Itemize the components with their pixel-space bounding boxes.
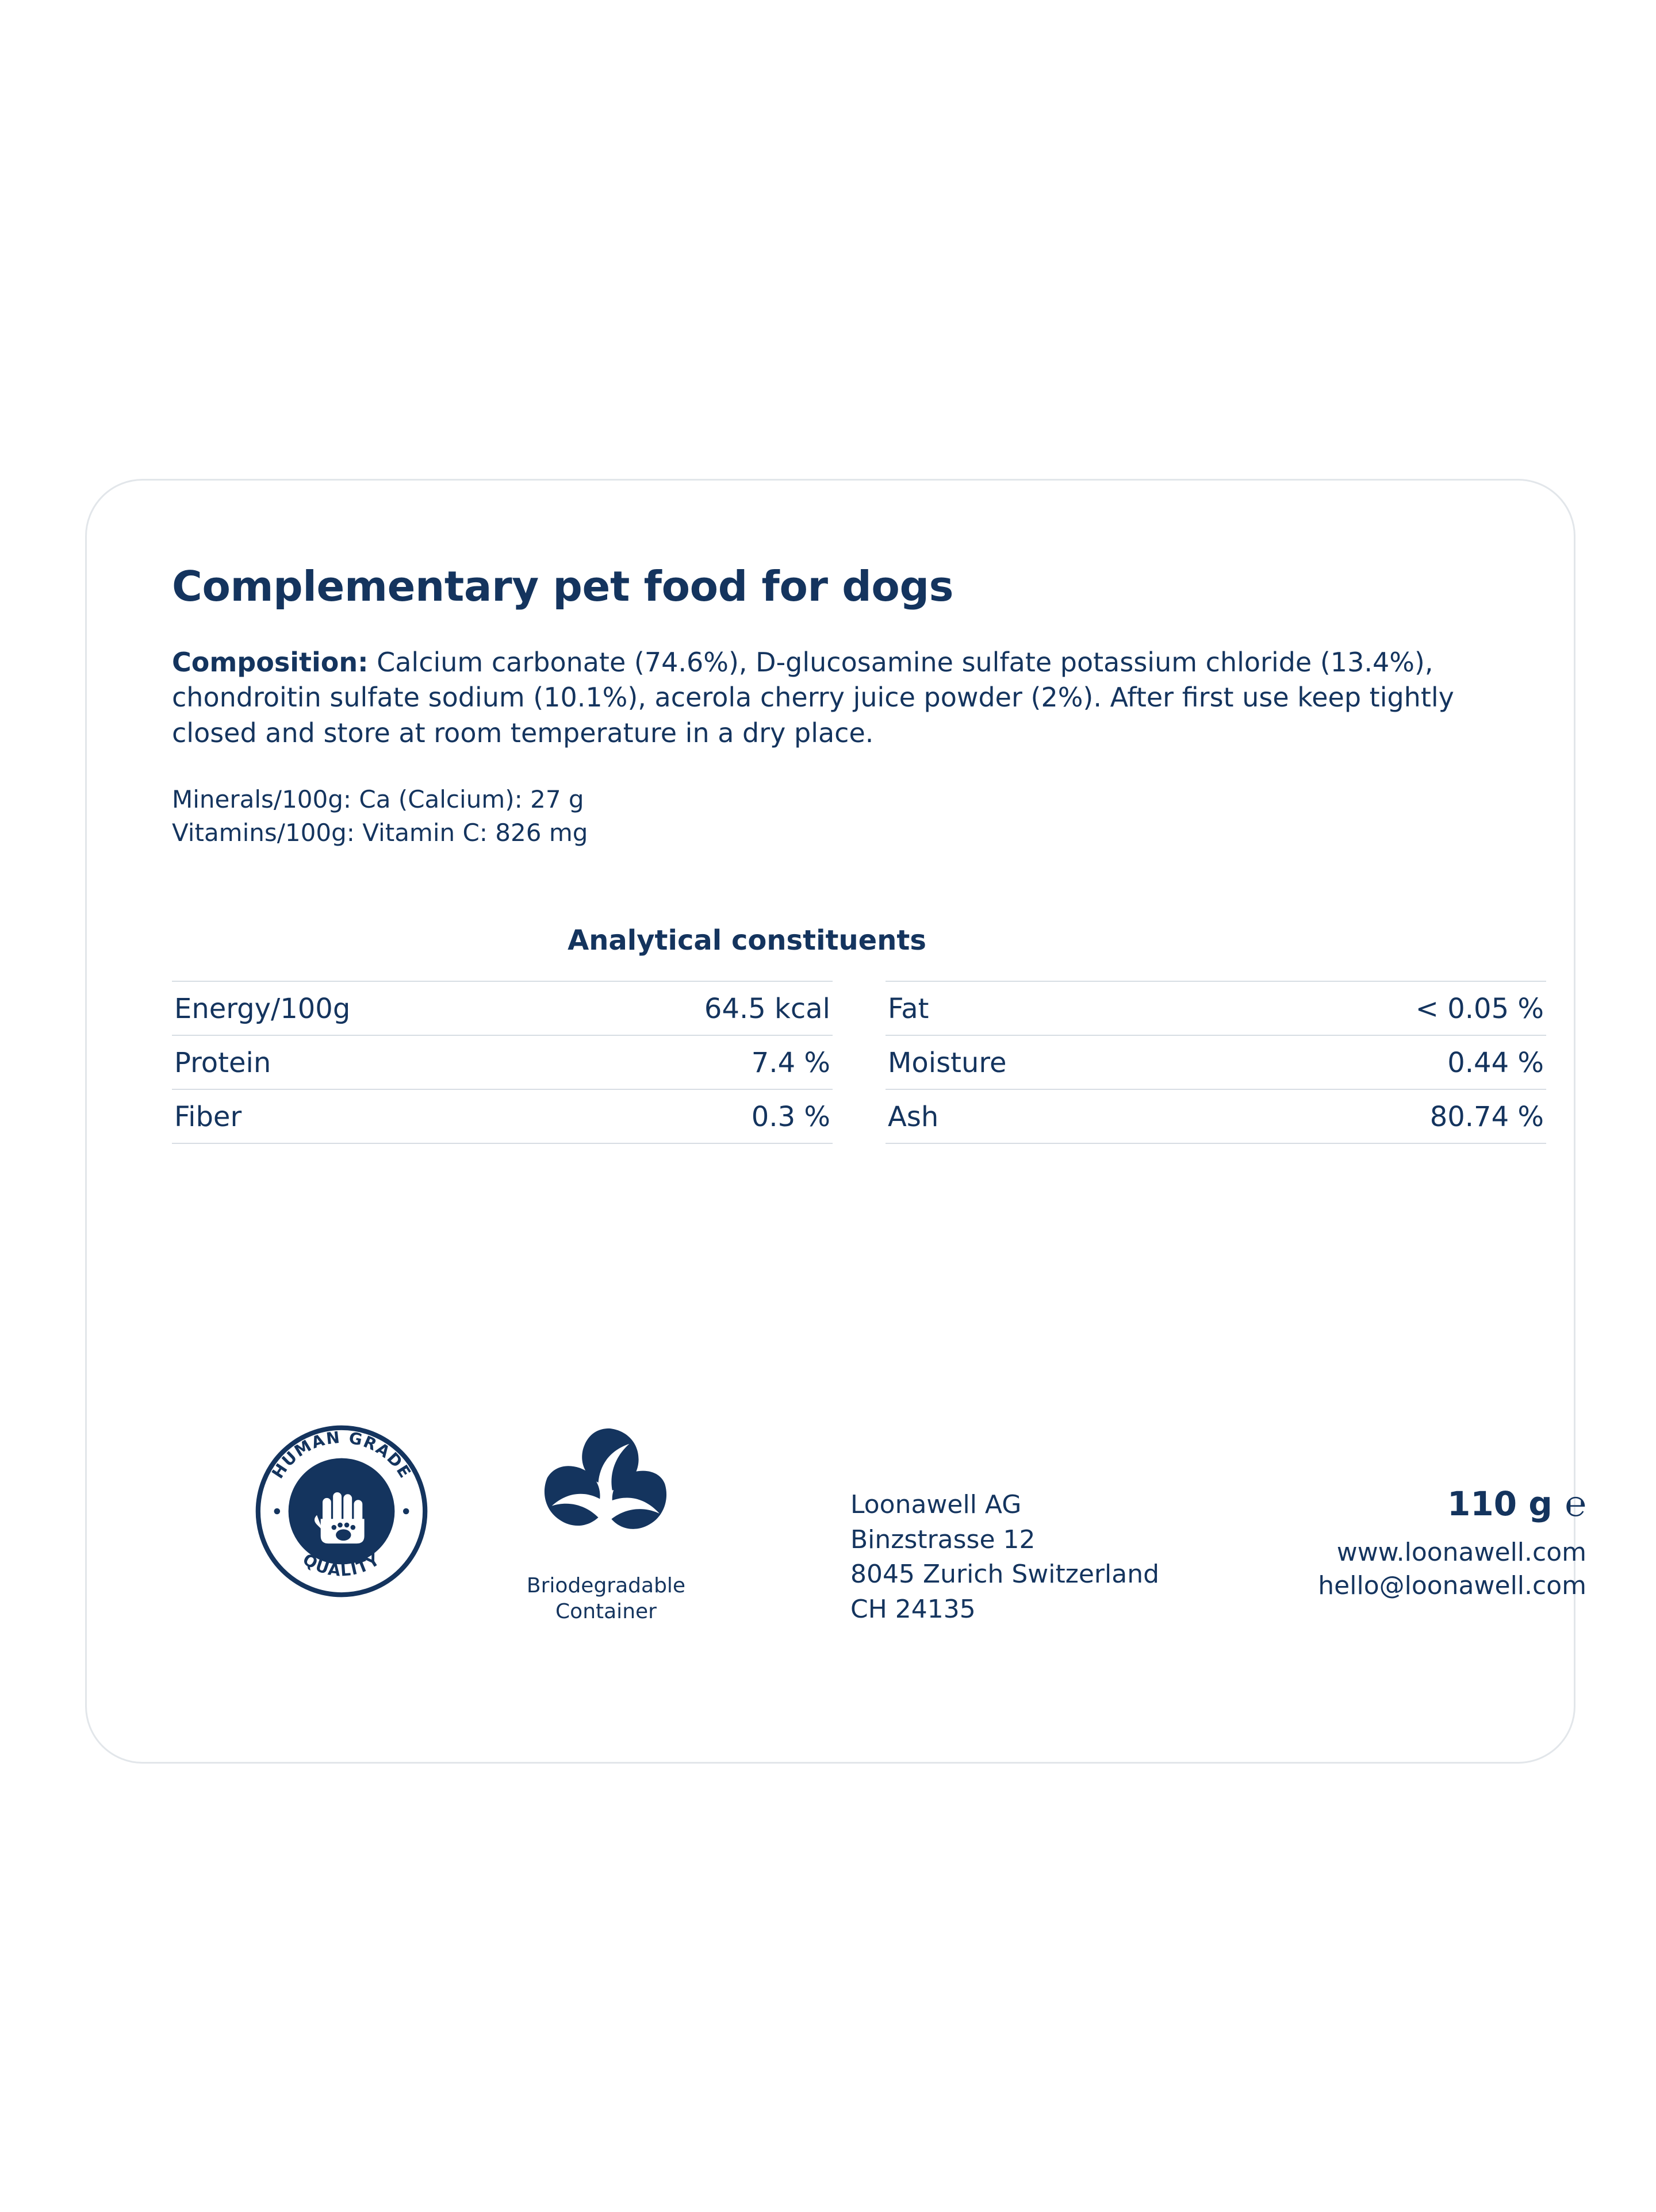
contact-block bbox=[1230, 1536, 1586, 1603]
svg-text:QUALITY: QUALITY bbox=[299, 1549, 384, 1580]
product-label-card bbox=[85, 479, 1586, 1764]
minerals-line: Minerals/100g: Ca (Calcium): 27 g bbox=[172, 785, 584, 813]
row-value: 7.4 % bbox=[751, 1046, 830, 1079]
row-value: 0.3 % bbox=[751, 1100, 830, 1133]
address-line-city: 8045 Zurich Switzerland bbox=[850, 1560, 1160, 1589]
analytical-constituents-table bbox=[172, 981, 1546, 1144]
analytical-constituents-title: Analytical constituents bbox=[568, 924, 926, 957]
row-value: 0.44 % bbox=[1447, 1046, 1544, 1079]
estimated-sign-icon: ℮ bbox=[1565, 1483, 1586, 1524]
composition-text: Calcium carbonate (74.6%), D-glucosamine sulfate potassium chloride (13.4%), chondroitin sulfate sodium (10.1%), acerola cherry juice powder (2%). After first use keep tightly closed and store at room temperature in a dry place. bbox=[172, 647, 1454, 748]
row-label: Protein bbox=[174, 1046, 271, 1079]
address-line-street: Binzstrasse 12 bbox=[850, 1524, 1036, 1554]
biodegradable-caption bbox=[517, 1573, 695, 1625]
page-title: Complementary pet food for dogs bbox=[172, 562, 954, 610]
table-row bbox=[172, 1035, 833, 1089]
row-label: Ash bbox=[888, 1100, 939, 1133]
row-value: 64.5 kcal bbox=[704, 992, 830, 1025]
composition-paragraph bbox=[172, 645, 1471, 751]
table-row bbox=[885, 1035, 1546, 1089]
human-grade-quality-badge-icon bbox=[247, 1416, 436, 1606]
row-label: Moisture bbox=[888, 1046, 1007, 1079]
email-link[interactable]: hello@loonawell.com bbox=[1318, 1571, 1586, 1601]
row-value: 80.74 % bbox=[1429, 1100, 1544, 1133]
row-label: Fat bbox=[888, 992, 929, 1025]
row-value: < 0.05 % bbox=[1415, 992, 1544, 1025]
label-content bbox=[172, 562, 1544, 1144]
row-label: Energy/100g bbox=[174, 992, 351, 1025]
address-line-company: Loonawell AG bbox=[850, 1490, 1022, 1519]
table-row bbox=[885, 1089, 1546, 1144]
analytical-column-right bbox=[885, 981, 1546, 1144]
composition-heading: Composition: bbox=[172, 647, 369, 678]
website-link[interactable]: www.loonawell.com bbox=[1336, 1538, 1586, 1567]
vitamins-line: Vitamins/100g: Vitamin C: 826 mg bbox=[172, 818, 588, 847]
biodegradable-caption-line2: Container bbox=[555, 1600, 657, 1623]
address-line-reg: CH 24135 bbox=[850, 1595, 976, 1625]
table-row bbox=[172, 1089, 833, 1144]
table-row bbox=[172, 981, 833, 1035]
biodegradable-caption-line1: Briodegradable bbox=[526, 1574, 686, 1597]
analytical-column-left bbox=[172, 981, 833, 1144]
biodegradable-badge bbox=[517, 1418, 695, 1625]
row-label: Fiber bbox=[174, 1100, 242, 1133]
net-weight-value: 110 g bbox=[1447, 1484, 1552, 1523]
svg-text:HUMAN GRADE: HUMAN GRADE bbox=[268, 1427, 415, 1483]
label-footer bbox=[172, 1406, 1586, 1705]
company-address bbox=[850, 1488, 1159, 1627]
net-weight bbox=[1230, 1484, 1586, 1523]
weight-and-contact bbox=[1230, 1484, 1586, 1603]
table-row bbox=[885, 981, 1546, 1035]
nutrient-lines bbox=[172, 783, 1494, 850]
biodegradable-recycle-leaf-icon bbox=[517, 1418, 695, 1567]
